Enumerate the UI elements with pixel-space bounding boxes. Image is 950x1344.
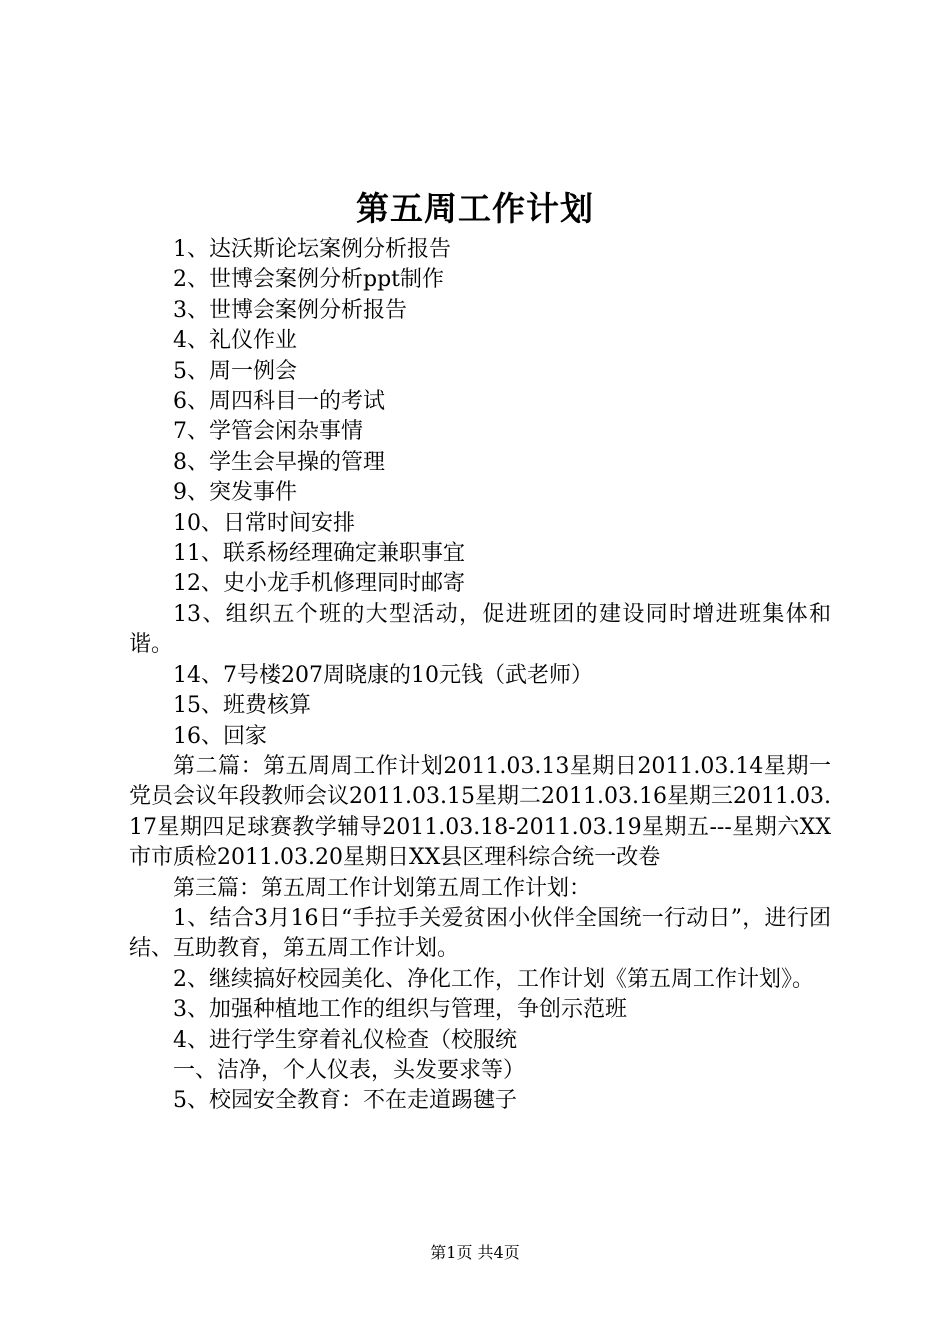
document-body [129, 235, 831, 1117]
paragraph: 10、日常时间安排 [173, 510, 355, 536]
paragraph: 14、7号楼207周晓康的10元钱（武老师） [173, 662, 593, 688]
paragraph: 2、继续搞好校园美化、净化工作，工作计划《第五周工作计划》。 [173, 966, 814, 992]
paragraph: 第三篇：第五周工作计划第五周工作计划： [173, 875, 592, 901]
paragraph: 1、结合3月16日“手拉手关爱贫困小伙伴全国统一行动日”，进行团结、互助教育，第五周工作计划。 [129, 905, 831, 962]
paragraph: 12、史小龙手机修理同时邮寄 [173, 571, 465, 597]
paragraph: 8、学生会早操的管理 [173, 449, 385, 475]
paragraph: 4、进行学生穿着礼仪检查（校服统 [173, 1027, 517, 1053]
document-title: 第五周工作计划 [356, 189, 594, 228]
page-footer: 第1页 共4页 [430, 1243, 520, 1262]
paragraph: 16、回家 [173, 723, 267, 749]
paragraph: 1、达沃斯论坛案例分析报告 [173, 237, 451, 262]
paragraph: 一、洁净，个人仪表，头发要求等） [173, 1057, 526, 1083]
paragraph: 第二篇：第五周周工作计划2011.03.13星期日2011.03.14星期一党员会议年段教师会议2011.03.15星期二2011.03.16星期三2011.03.17星期四足球赛教学辅导2011.03.18-2011.03.19星期五---星期六XX市市质检2011.03.20星期日XX县区理科综合统一改卷 [129, 753, 831, 871]
paragraph: 2、世博会案例分析ppt制作 [173, 267, 445, 293]
paragraph: 4、礼仪作业 [173, 328, 297, 354]
paragraph: 5、校园安全教育：不在走道踢毽子 [173, 1088, 517, 1114]
paragraph: 3、世博会案例分析报告 [173, 297, 407, 323]
paragraph: 7、学管会闲杂事情 [173, 419, 363, 445]
paragraph: 15、班费核算 [173, 693, 311, 719]
paragraph: 3、加强种植地工作的组织与管理，争创示范班 [173, 997, 627, 1023]
paragraph: 5、周一例会 [173, 358, 297, 384]
paragraph: 6、周四科目一的考试 [173, 389, 385, 415]
paragraph: 11、联系杨经理确定兼职事宜 [173, 541, 465, 567]
paragraph: 9、突发事件 [173, 480, 297, 506]
paragraph: 13、组织五个班的大型活动，促进班团的建设同时增进班集体和谐。 [129, 601, 831, 658]
